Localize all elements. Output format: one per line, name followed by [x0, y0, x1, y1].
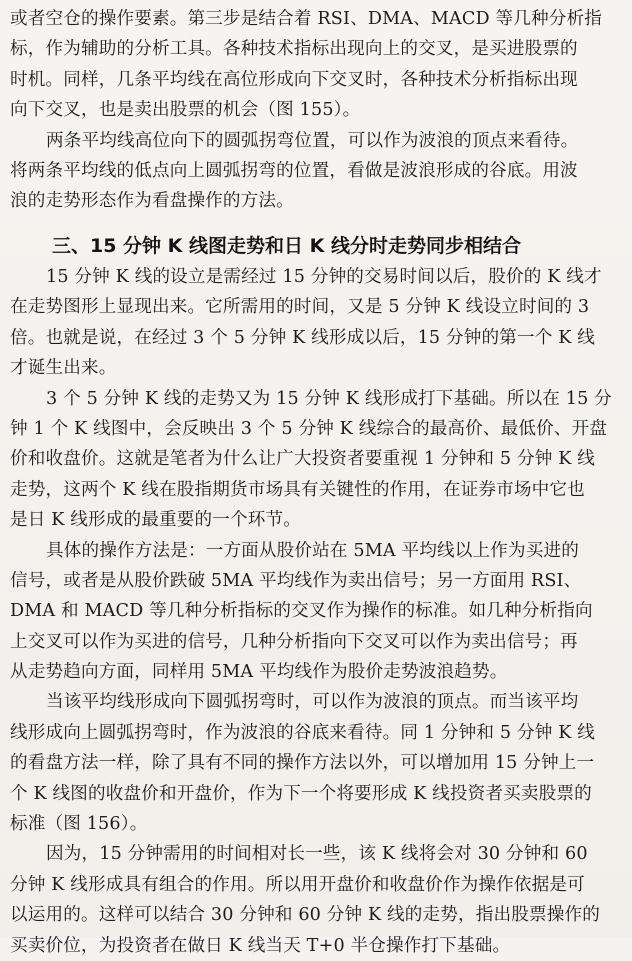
text-line: 分钟 K 线形成具有组合的作用。所以用开盘价和收盘价作为操作依据是可 — [10, 874, 585, 895]
text-line: 买卖价位，为投资者在做日 K 线当天 T+0 半仓操作打下基础。 — [10, 935, 511, 956]
text-line: 标准（图 156）。 — [10, 814, 148, 835]
text-line: DMA 和 MACD 等几种分析指标的交叉作为操作的标准。如几种分析指向 — [10, 601, 593, 622]
text-line: 因为，15 分钟需用的时间相对长一些，该 K 线将会对 30 分钟和 60 — [46, 844, 588, 865]
text-line: 具体的操作方法是：一方面从股价站在 5MA 平均线以上作为买进的 — [46, 540, 579, 561]
text-line: 3 个 5 分钟 K 线的走势又为 15 分钟 K 线形成打下基础。所以在 15 分 — [46, 388, 612, 409]
text-line: 当该平均线形成向下圆弧拐弯时，可以作为波浪的顶点。而当该平均 — [46, 692, 579, 713]
text-line: 个 K 线图的收盘价和开盘价，作为下一个将要形成 K 线投资者买卖股票的 — [10, 783, 592, 804]
text-line: 价和收盘价。这就是笔者为什么让广大投资者要重视 1 分钟和 5 分钟 K 线 — [10, 449, 596, 470]
text-line: 时机。同样，几条平均线在高位形成向下交叉时，各种技术分析指标出现 — [10, 69, 578, 90]
paragraph-block-top — [10, 4, 624, 217]
text-line: 将两条平均线的低点向上圆弧拐弯的位置，看做是波浪形成的谷底。用波 — [10, 160, 578, 181]
text-line: 浪的走势形态作为看盘操作的方法。 — [10, 191, 294, 212]
text-line: 走势，这两个 K 线在股指期货市场具有关键性的作用，在证券市场中它也 — [10, 479, 585, 500]
text-line: 从走势趋向方面，同样用 5MA 平均线作为股价走势波浪趋势。 — [10, 662, 508, 683]
text-line: 或者空仓的操作要素。第三步是结合着 RSI、DMA、MACD 等几种分析指 — [10, 9, 602, 29]
text-line: 在走势图形上显现出来。它所需用的时间，又是 5 分钟 K 线设立时间的 3 — [10, 297, 590, 318]
text-line: 以运用的。这样可以结合 30 分钟和 60 分钟 K 线的走势，指出股票操作的 — [10, 905, 600, 926]
text-line: 向下交叉，也是卖出股票的机会（图 155）。 — [10, 100, 361, 121]
text-line: 钟 1 个 K 线图中，会反映出 3 个 5 分钟 K 线综合的最高价、最低价、开盘 — [10, 418, 608, 439]
text-line: 标，作为辅助的分析工具。各种技术指标出现向上的交叉，是买进股票的 — [10, 39, 578, 60]
text-line: 信号，或者是从股价跌破 5MA 平均线作为卖出信号；另一方面用 RSI、 — [10, 570, 582, 591]
text-line: 线形成向上圆弧拐弯时，作为波浪的谷底来看待。同 1 分钟和 5 分钟 K 线 — [10, 722, 596, 743]
paragraph-block-main — [10, 262, 624, 961]
section-heading: 三、15 分钟 K 线图走势和日 K 线分时走势同步相结合 — [52, 235, 521, 257]
text-line: 才诞生出来。 — [10, 358, 117, 379]
text-line: 倍。也就是说，在经过 3 个 5 分钟 K 线形成以后，15 分钟的第一个 K 线 — [10, 327, 595, 348]
text-line: 是日 K 线形成的最重要的一个环节。 — [10, 510, 301, 531]
text-line: 的看盘方法一样，除了具有不同的操作方法以外，可以增加用 15 分钟上一 — [10, 753, 595, 774]
text-line: 两条平均线高位向下的圆弧拐弯位置，可以作为波浪的顶点来看待。 — [46, 130, 579, 151]
text-line: 15 分钟 K 线的设立是需经过 15 分钟的交易时间以后，股价的 K 线才 — [46, 267, 602, 287]
text-line: 上交叉可以作为买进的信号，几种分析指向下交叉可以作为卖出信号；再 — [10, 631, 578, 652]
